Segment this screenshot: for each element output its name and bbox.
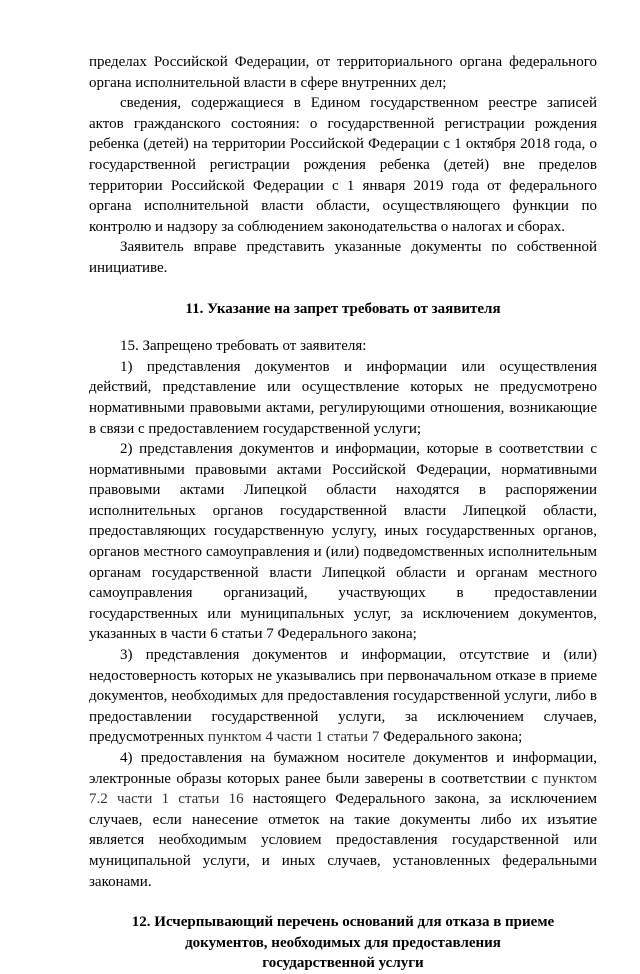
paragraph-civil-registry: сведения, содержащиеся в Едином государственном реестре записей актов гражданского состояния: о государственной регистрации рождения ребенка (детей) на территории Российской Федерации с 1 октября 2018 года, о государственной регистрации рождения ребенка (детей) вне пределов территории Российской Федерации с 1 января 2019 года от федерального органа исполнительной власти области, осуществляющего функции по контролю и надзору за соблюдением законодательства о налогах и сборах.	[89, 95, 597, 235]
paragraph-internal-affairs: пределах Российской Федерации, от территориального органа федерального органа исполнительной власти в сфере внутренних дел;	[89, 54, 597, 91]
law-reference-link[interactable]: пунктом 7.2 части 1 статьи 16	[89, 770, 597, 808]
law-reference-link[interactable]: пунктом 4 части 1 статьи 7	[207, 729, 380, 746]
list-item-1: 1) представления документов и информации или осуществления действий, представление или осуществление которых не предусмотрено нормативными правовыми актами, регулирующими отношения, возникающие в связи с предоставлением государственной услуги;	[89, 358, 597, 437]
section-12-heading: 12. Исчерпывающий перечень оснований для отказа в приеме документов, необходимых для предоставления государственной услуги	[131, 914, 555, 972]
list-item-4-text: 4) предоставления на бумажном носителе документов и информации, электронные образы которых ранее были заверены в соответствии с	[89, 750, 597, 787]
list-item-4	[89, 748, 597, 892]
clause-15-intro: 15. Запрещено требовать от заявителя:	[120, 338, 367, 355]
list-item-3-text: 3) представления документов и информации, отсутствие и (или) недостоверность которых не указывались при первоначальном отказе в приеме документов, необходимых для предоставления государственной услуги, либо в предоставлении государственной услуги, за исключением случаев, предусмотренных	[89, 647, 597, 746]
list-item-2: 2) представления документов и информации, которые в соответствии с нормативными правовыми актами Российской Федерации, нормативными правовыми актами Липецкой области находятся в распоряжении исполнительных органов государственной власти Липецкой области, предоставляющих государственную услугу, иных государственных органов, органов местного самоуправления и (или) подведомственных исполнительным органам государственной власти Липецкой области и органам местного самоуправления организаций, участвующих в предоставлении государственных или муниципальных услуг, за исключением документов, указанных в части 6 статьи 7 Федерального закона;	[89, 441, 597, 643]
list-item-4-tail: настоящего Федерального закона, за исключением случаев, если нанесение отметок на такие документы либо их изъятие является необходимым условием предоставления государственной или муниципальной услуги, и иных случаев, установленных федеральными законами.	[89, 791, 598, 890]
list-item-3-tail: Федерального закона;	[379, 729, 523, 746]
document-page	[89, 52, 597, 974]
paragraph-own-initiative: Заявитель вправе представить указанные документы по собственной инициативе.	[89, 239, 597, 276]
list-item-3	[89, 645, 597, 748]
section-11-heading: 11. Указание на запрет требовать от заявителя	[185, 300, 501, 317]
